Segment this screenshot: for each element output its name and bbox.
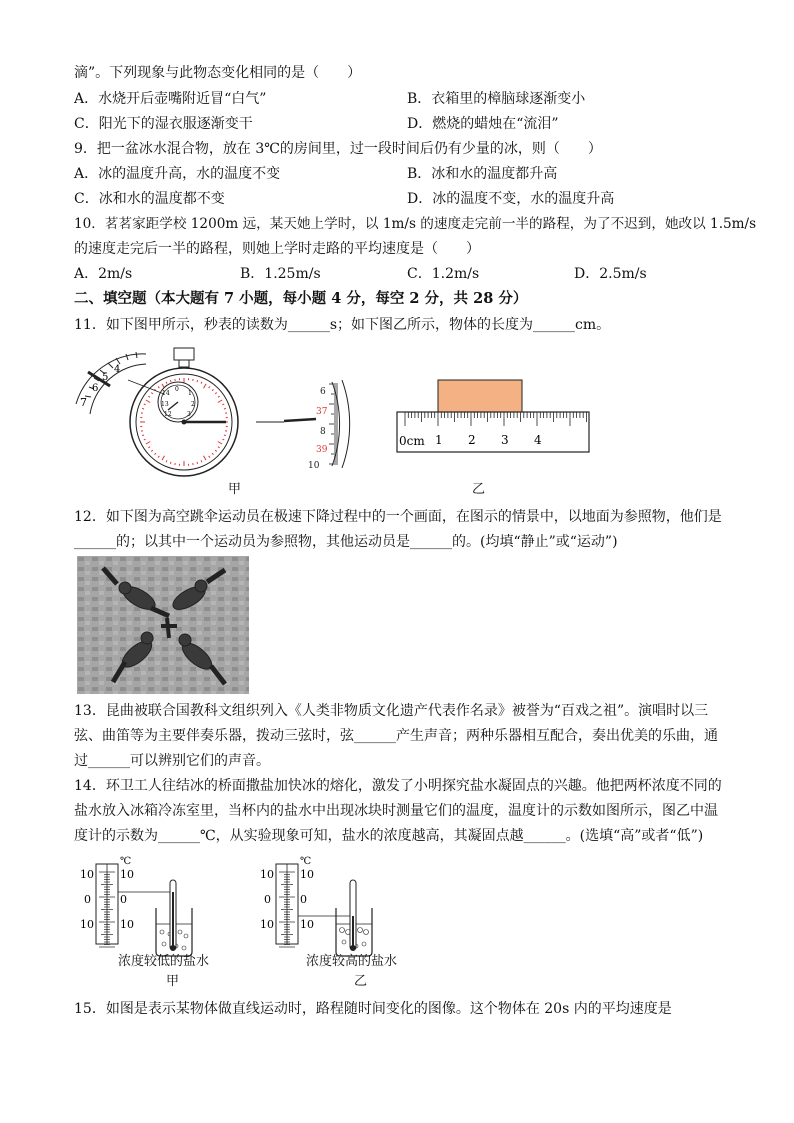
q9-stem: 9．把一盆冰水混合物，放在 3℃的房间里，过一段时间后仍有少量的冰，则（ ） [74, 141, 602, 157]
tick-mark [197, 380, 198, 382]
svg-text:10: 10 [120, 918, 134, 931]
svg-text:0: 0 [84, 893, 91, 906]
q10-stem-line2: 的速度走完后一半的路程，则她上学时走路的平均速度是（ ） [74, 241, 480, 257]
tick-mark [142, 408, 144, 409]
ruler-label: 4 [534, 433, 542, 447]
tick-mark [224, 435, 226, 436]
q10-option-d: D．2.5m/s [574, 266, 647, 282]
svg-text:0: 0 [264, 893, 271, 906]
inner-dial-label: 13 [161, 401, 169, 408]
ruler-label: 3 [501, 433, 509, 447]
q8-option-b: B．衣箱里的樟脑球逐渐变小 [407, 91, 586, 107]
skydivers-photo [77, 556, 249, 694]
q9-option-c: C．冰和水的温度都不变 [74, 191, 225, 207]
ruler-label: 2 [468, 433, 476, 447]
q14-stem-line3: 度计的示数为______℃，从实验现象可知，盐水的浓度越高，其凝固点越______。(选填“高”或者“低”) [74, 828, 704, 844]
svg-text:10: 10 [80, 868, 94, 881]
q8-option-a: A．水烧开后壶嘴附近冒“白气” [74, 91, 267, 107]
q12-stem-line1: 12．如下图为高空跳伞运动员在极速下降过程中的一个画面，在图示的情景中，以地面为参照物，他们是 [74, 509, 722, 525]
q8-option-d: D．燃烧的蜡烛在“流泪” [407, 116, 559, 132]
ruler-label: 0cm [399, 434, 425, 448]
ruler-label: 1 [435, 433, 443, 447]
svg-text:10: 10 [80, 918, 94, 931]
stopwatch-figure [70, 344, 360, 474]
dial-scale-label: 8 [320, 427, 326, 437]
q10-stem-line1: 10．茗茗家距学校 1200m 远，某天她上学时，以 1m/s 的速度走完前一半的路程，为了不迟到，她改以 1.5m/s [74, 216, 757, 232]
dial-scale-label: 39 [316, 445, 328, 455]
unit-label: ℃ [300, 856, 312, 867]
inner-dial-label: 14 [162, 390, 170, 397]
outer-dial-label: 6 [92, 383, 99, 394]
outer-dial-label: 7 [80, 396, 87, 409]
q9-option-b: B．冰和水的温度都升高 [407, 166, 558, 182]
q13-stem-line2: 弦、曲笛等为主要伴奏乐器，拨动三弦时，弦______产生声音；两种乐器相互配合，奏出优美的乐曲，通 [74, 728, 718, 744]
inner-dial-label: 0 [175, 386, 179, 393]
outer-dial-label: 4 [114, 364, 121, 375]
tick-mark [170, 462, 171, 464]
tick-mark [142, 435, 144, 436]
q10-option-a: A．2m/s [74, 266, 133, 282]
figure-caption-jia: 甲 [228, 482, 242, 497]
outer-dial-label: 5 [102, 372, 109, 383]
q11-stem: 11．如下图甲所示，秒表的读数为______s；如下图乙所示，物体的长度为______cm。 [74, 317, 611, 333]
svg-text:10: 10 [260, 918, 274, 931]
unit-label: ℃ [120, 856, 132, 867]
therm-caption-yi: 乙 [354, 974, 368, 989]
dial-scale-label: 37 [316, 407, 328, 417]
dial-scale-label: 10 [308, 461, 320, 471]
figure-caption-yi: 乙 [472, 482, 486, 497]
q10-option-c: C．1.2m/s [407, 266, 480, 282]
q12-stem-line2: ______的；以其中一个运动员为参照物，其他运动员是______的。(均填“静止”或“运动”) [74, 534, 618, 550]
ruler-figure [395, 378, 595, 458]
inner-dial-label: 12 [164, 411, 172, 418]
svg-text:0: 0 [300, 893, 307, 906]
q13-stem-line3: 过______可以辨别它们的声音。 [74, 753, 270, 769]
q9-option-a: A．冰的温度升高，水的温度不变 [74, 166, 281, 182]
inner-dial-label: 2 [191, 401, 195, 408]
svg-text:10: 10 [300, 868, 314, 881]
q15-stem-line1: 15．如图是表示某物体做直线运动时，路程随时间变化的图像。这个物体在 20s 内的平均速度是 [74, 1001, 672, 1017]
therm-caption-desc-yi: 浓度较高的盐水 [306, 954, 398, 969]
q9-option-d: D．冰的温度不变，水的温度升高 [407, 191, 615, 207]
svg-text:10: 10 [300, 918, 314, 931]
q13-stem-line1: 13．昆曲被联合国教科文组织列入《人类非物质文化遗产代表作名录》被誉为“百戏之祖”。演唱时以三 [74, 703, 709, 719]
svg-text:10: 10 [120, 868, 134, 881]
q8-option-c: C．阳光下的湿衣服逐渐变干 [74, 116, 253, 132]
dial-scale-label: 6 [320, 387, 326, 397]
therm-caption-desc-jia: 浓度较低的盐水 [118, 954, 210, 969]
q14-stem-line2: 盐水放入冰箱冷冻室里，当杯内的盐水中出现冰块时测量它们的温度，温度计的示数如图所示，图乙中温 [74, 803, 718, 819]
thermometer-figure-yi [256, 852, 416, 962]
svg-text:10: 10 [260, 868, 274, 881]
therm-caption-jia: 甲 [166, 974, 180, 989]
q8-stem: 滴”。下列现象与此物态变化相同的是（ ） [74, 65, 362, 81]
tick-mark [224, 408, 226, 409]
inner-dial-label: 3 [187, 411, 191, 418]
svg-text:0: 0 [120, 893, 127, 906]
inner-dial-label: 1 [188, 390, 192, 397]
tick-mark [170, 380, 171, 382]
section-title: 二、填空题（本大题有 7 小题，每小题 4 分，每空 2 分，共 28 分） [74, 290, 528, 307]
q10-option-b: B．1.25m/s [240, 266, 321, 282]
q14-stem-line1: 14．环卫工人往结冰的桥面撒盐加快冰的熔化，激发了小明探究盐水凝固点的兴趣。他把两杯浓度不同的 [74, 778, 722, 794]
thermometer-figure-jia [76, 852, 236, 962]
tick-mark [197, 462, 198, 464]
